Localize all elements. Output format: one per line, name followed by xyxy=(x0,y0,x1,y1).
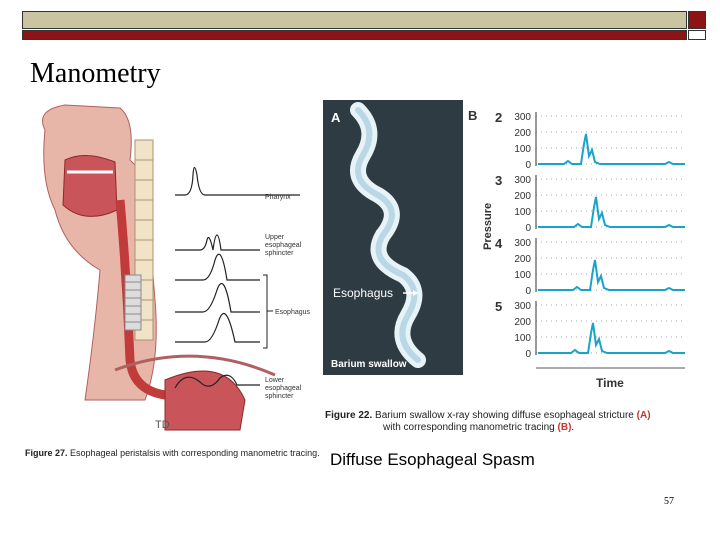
label-les-line3: sphincter xyxy=(265,393,294,400)
figure-27-label: Figure 27. xyxy=(25,448,68,458)
tracing-channels xyxy=(495,110,685,360)
tick-label: 100 xyxy=(514,270,531,281)
page-number: 57 xyxy=(664,496,674,507)
esophagus-xray-label: Esophagus xyxy=(333,286,394,300)
tick-label: 200 xyxy=(514,128,531,139)
pressure-trace xyxy=(538,260,685,290)
figure-22-ref-b: (B) xyxy=(557,422,572,433)
tick-label: 0 xyxy=(525,223,531,234)
header-square-red xyxy=(688,11,706,29)
header-bar-red xyxy=(22,30,687,40)
figure-27-caption xyxy=(25,448,320,458)
tick-label: 100 xyxy=(514,333,531,344)
pressure-trace xyxy=(538,323,685,353)
tick-label: 100 xyxy=(514,144,531,155)
figure-22-ref-a: (A) xyxy=(636,410,651,421)
slide-subtitle: Diffuse Esophageal Spasm xyxy=(330,450,535,469)
anatomy-figure xyxy=(25,100,315,440)
tick-label: 0 xyxy=(525,286,531,297)
label-ues-line1: Upper xyxy=(265,234,285,241)
pressure-trace xyxy=(538,197,685,227)
tick-label: 200 xyxy=(514,191,531,202)
label-ues-line2: esophageal xyxy=(265,242,302,249)
pressure-axis-label: Pressure xyxy=(482,202,494,250)
label-pharynx: Pharynx xyxy=(265,194,291,201)
figure-22-text-1: Barium swallow x-ray showing diffuse esophageal stricture xyxy=(375,410,634,421)
figure-22-caption xyxy=(325,410,695,434)
label-esophagus: Esophagus xyxy=(275,309,311,316)
tick-label: 200 xyxy=(514,317,531,328)
figure-22-end: . xyxy=(571,422,575,433)
tick-label: 300 xyxy=(514,175,531,186)
channel-number: 4 xyxy=(495,236,503,251)
header-square-white xyxy=(688,30,706,40)
td-logo: TD xyxy=(155,419,170,431)
panel-b-label: B xyxy=(468,108,478,123)
tick-label: 300 xyxy=(514,301,531,312)
panel-a-label: A xyxy=(331,110,341,125)
label-ues-line3: sphincter xyxy=(265,250,294,257)
figure-22-text-2: with corresponding manometric tracing xyxy=(383,422,555,433)
channel-number: 2 xyxy=(495,110,503,125)
tick-label: 100 xyxy=(514,207,531,218)
tick-label: 300 xyxy=(514,238,531,249)
tick-label: 300 xyxy=(514,112,531,123)
figure-22-label: Figure 22. xyxy=(325,410,373,421)
barium-swallow-label: Barium swallow xyxy=(331,359,407,370)
tick-label: 0 xyxy=(525,349,531,360)
barium-manometry-figure xyxy=(323,100,688,400)
figure-27-text: Esophageal peristalsis with corresponding manometric tracing. xyxy=(70,448,320,458)
label-les-line1: Lower xyxy=(265,377,285,384)
label-les-line2: esophageal xyxy=(265,385,302,392)
slide-title: Manometry xyxy=(30,58,161,89)
tick-label: 200 xyxy=(514,254,531,265)
header-bar-tan xyxy=(22,11,687,29)
time-axis-label: Time xyxy=(596,376,624,390)
channel-number: 5 xyxy=(495,299,503,314)
pressure-trace xyxy=(538,134,685,164)
channel-number: 3 xyxy=(495,173,503,188)
tick-label: 0 xyxy=(525,160,531,171)
